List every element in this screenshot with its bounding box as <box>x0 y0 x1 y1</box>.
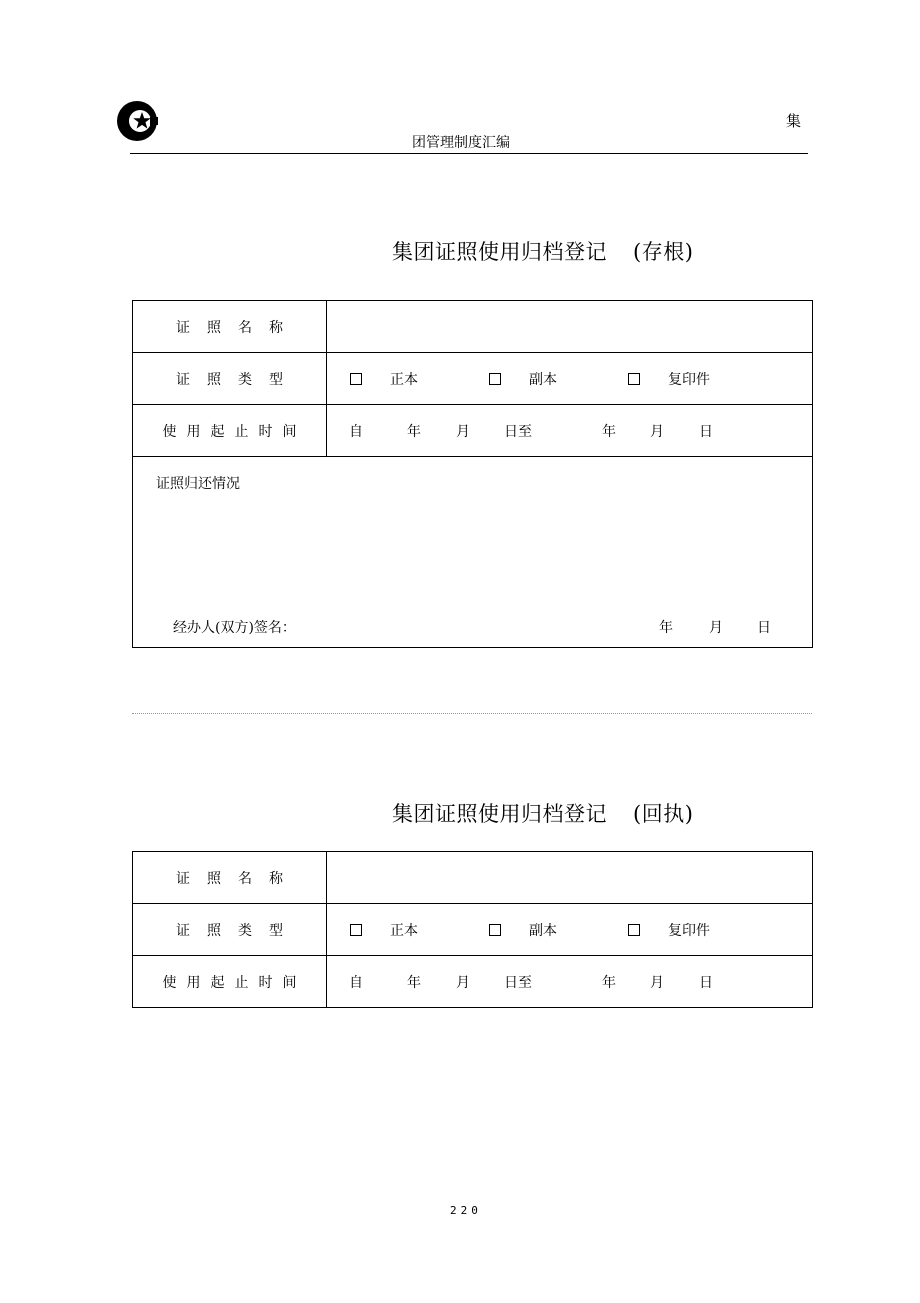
stub-period-day2: 日 <box>699 423 713 440</box>
receipt-form-table <box>132 851 813 1008</box>
stub-period-year1: 年 <box>407 423 421 440</box>
receipt-type-label: 证照类型 <box>176 922 300 939</box>
stub-option-duplicate[interactable]: 副本 <box>489 369 557 389</box>
stub-signature-label: 经办人(双方)签名： <box>173 620 296 636</box>
stub-type-label: 证照类型 <box>176 371 300 388</box>
stub-row-name <box>133 301 813 353</box>
stub-form-table <box>132 300 813 648</box>
receipt-name-value-cell[interactable] <box>327 852 813 904</box>
receipt-option-duplicate[interactable]: 副本 <box>489 920 557 940</box>
receipt-type-value-cell <box>327 904 813 956</box>
page-number: 220 <box>450 1204 482 1217</box>
receipt-period-label: 使用起止时间 <box>162 974 307 991</box>
stub-name-label: 证照名称 <box>176 319 300 336</box>
header-right-text: 集 <box>786 112 802 130</box>
stub-name-label-cell <box>133 301 327 353</box>
receipt-subtitle: (回执) <box>633 802 694 826</box>
stub-title-text: 集团证照使用归档登记 <box>392 240 607 264</box>
receipt-period-year2: 年 <box>602 974 616 991</box>
checkbox-icon[interactable] <box>628 373 640 385</box>
receipt-period-year1: 年 <box>407 974 421 991</box>
stub-period-day-to: 日至 <box>504 423 532 440</box>
stub-row-period <box>133 405 813 457</box>
checkbox-icon[interactable] <box>350 373 362 385</box>
stub-sign-month: 月 <box>709 620 723 636</box>
receipt-period-day2: 日 <box>699 974 713 991</box>
receipt-period-month1: 月 <box>456 974 470 991</box>
stub-period-label: 使用起止时间 <box>162 423 307 440</box>
receipt-row-name <box>133 852 813 904</box>
receipt-period-value-cell[interactable] <box>327 956 813 1008</box>
receipt-type-label-cell <box>133 904 327 956</box>
checkbox-icon[interactable] <box>628 924 640 936</box>
stub-name-value-cell[interactable] <box>327 301 813 353</box>
receipt-row-type <box>133 904 813 956</box>
stub-period-value-cell[interactable] <box>327 405 813 457</box>
stub-return-label: 证照归还情况 <box>156 476 240 492</box>
stub-type-label-cell <box>133 353 327 405</box>
receipt-option-original[interactable]: 正本 <box>350 920 418 940</box>
header-center-text: 团管理制度汇编 <box>412 135 510 151</box>
checkbox-icon[interactable] <box>350 924 362 936</box>
receipt-name-label: 证照名称 <box>176 870 300 887</box>
checkbox-icon[interactable] <box>489 924 501 936</box>
stub-option-photocopy[interactable]: 复印件 <box>628 369 710 389</box>
stub-sign-year: 年 <box>659 620 673 636</box>
stub-period-month1: 月 <box>456 423 470 440</box>
checkbox-icon[interactable] <box>489 373 501 385</box>
stub-return-cell[interactable] <box>133 457 813 648</box>
receipt-row-period <box>133 956 813 1008</box>
receipt-period-label-cell <box>133 956 327 1008</box>
stub-row-return <box>133 457 813 648</box>
receipt-title <box>392 798 693 828</box>
receipt-option-photocopy[interactable]: 复印件 <box>628 920 710 940</box>
stub-period-from: 自 <box>349 423 363 440</box>
receipt-period-month2: 月 <box>650 974 664 991</box>
company-logo-icon <box>116 100 158 142</box>
stub-title <box>392 236 693 266</box>
stub-row-type <box>133 353 813 405</box>
stub-sign-day: 日 <box>757 620 771 636</box>
receipt-period-day-to: 日至 <box>504 974 532 991</box>
stub-period-year2: 年 <box>602 423 616 440</box>
stub-period-month2: 月 <box>650 423 664 440</box>
cut-line <box>132 713 812 714</box>
receipt-name-label-cell <box>133 852 327 904</box>
stub-option-original[interactable]: 正本 <box>350 369 418 389</box>
stub-subtitle: (存根) <box>633 240 694 264</box>
header-rule <box>130 153 808 154</box>
receipt-period-from: 自 <box>349 974 363 991</box>
stub-type-value-cell <box>327 353 813 405</box>
stub-period-label-cell <box>133 405 327 457</box>
receipt-title-text: 集团证照使用归档登记 <box>392 802 607 826</box>
